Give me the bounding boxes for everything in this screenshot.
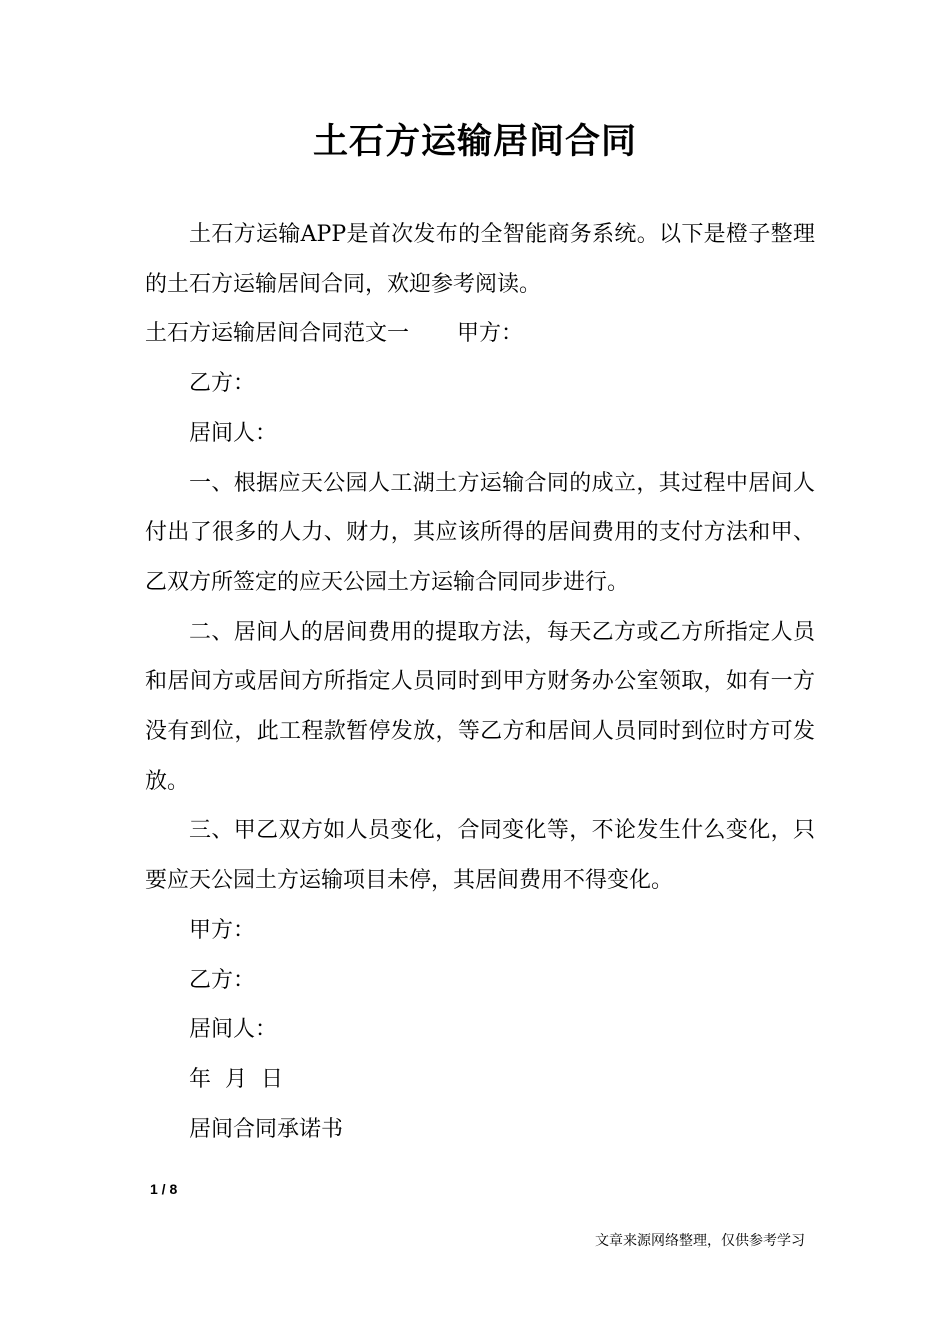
sample-heading-line — [145, 309, 815, 359]
intro-paragraph: 土石方运输APP是首次发布的全智能商务系统。以下是橙子整理的土石方运输居间合同，欢迎参考阅读。 — [145, 222, 815, 297]
date-day: 日 — [261, 1066, 284, 1092]
page-number: 1 / 8 — [150, 1181, 178, 1197]
clause-2: 二、居间人的居间费用的提取方法，每天乙方或乙方所指定人员和居间方或居间方所指定人员同时到甲方财务办公室领取，如有一方没有到位，此工程款暂停发放，等乙方和居间人员同时到位时方可发放。 — [145, 619, 815, 794]
party-b-label: 乙方： — [189, 371, 256, 397]
page-title: 土石方运输居间合同 — [312, 121, 637, 162]
source-note: 文章来源网络整理，仅供参考学习 — [595, 1232, 805, 1248]
clause-1: 一、根据应天公园人工湖土方运输合同的成立，其过程中居间人付出了很多的人力、财力，其应该所得的居间费用的支付方法和甲、乙双方所签定的应天公园土方运输合同同步进行。 — [145, 470, 815, 595]
signature-party-a: 甲方： — [189, 917, 256, 943]
signature-party-b: 乙方： — [189, 967, 256, 993]
clause-3: 三、甲乙双方如人员变化，合同变化等，不论发生什么变化，只要应天公园土方运输项目未停，其居间费用不得变化。 — [145, 818, 815, 894]
signature-intermediary: 居间人： — [189, 1017, 278, 1043]
date-year: 年 — [189, 1066, 212, 1092]
sample-heading: 土石方运输居间合同范文一 — [145, 321, 410, 347]
commitment-heading: 居间合同承诺书 — [189, 1116, 344, 1142]
intermediary-label: 居间人： — [189, 420, 278, 446]
document-body — [145, 210, 815, 1154]
party-a-label: 甲方： — [457, 321, 524, 347]
date-month: 月 — [225, 1066, 248, 1092]
date-line — [145, 1055, 815, 1105]
